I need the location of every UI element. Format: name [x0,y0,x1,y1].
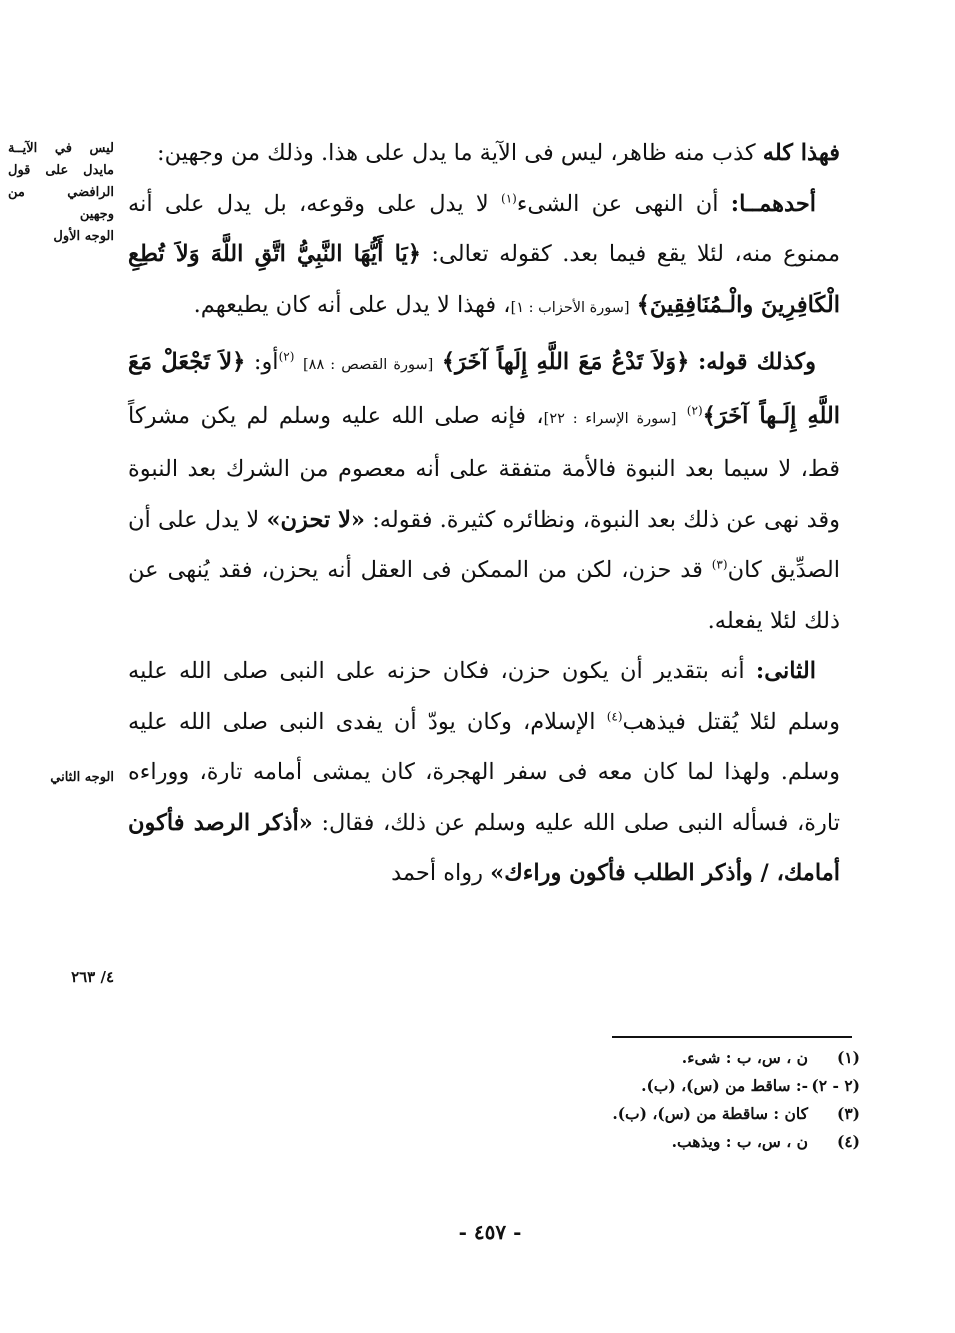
hadith-quote: «لا تحزن» [266,506,365,533]
surah-reference: [سورة الأحزاب : ١] [510,299,630,316]
paragraph-3-lead: وكذلك قوله: [697,349,817,375]
surah-reference: [سورة الإسراء : ٢٢] [543,410,677,427]
footnote-1: (١)ن ، س، ب : شىء. [681,1048,860,1067]
page-number: - ٤٥٧ - [458,1220,522,1244]
footnotes [470,1044,860,1156]
footnote-ref-4[interactable]: (٤) [606,709,623,723]
margin-note-volume-page: ٤/ ٢٦٣ [71,968,114,986]
main-text [128,128,840,899]
hadith-quote: «أذكر الرصد فأكون أمامك، / وأذكر الطلب فأكون وراءك» [128,809,840,886]
footnote-ref-2[interactable]: (٢) [278,349,295,364]
footnote-divider [612,1036,852,1038]
paragraph-2-lead: أحدهمــا: [730,190,816,217]
quran-quote: ﴿لاَ تَجْعَلْ مَعَ اللَّهِ إِلَـهاً آخَرَ﴾ [128,349,841,429]
margin-note-no-evidence: ليس في الآيــة مايدل على قول الرافضي من وجهين الوجه الأول [8,141,114,244]
paragraph-1: فهذا كله كذب منه ظاهر، ليس فى الآية ما يدل على هذا. وذلك من وجهين: [157,140,840,166]
footnote-4: (٤)ن ، س، ب : ويذهب. [671,1132,860,1151]
footnote-ref-1[interactable]: (١) [501,191,517,205]
paragraph-4: الثانى: أنه بتقدير أن يكون حزن، فكان حزنه على النبى صلى الله عليه وسلم لئلا يُقتل فيذهب$^{(٤)}$ الإسلام، وكان يودّ أن يفدى النبى صلى الله عليه وسلم. ولهذا لما كان معه فى سفر الهجرة، كان يمشى أمامه تارة، ووراءه تارة، فسأله النبى صلى الله عليه وسلم عن ذلك، فقال: «أذكر الرصد فأكون أمامك، / وأذكر الطلب فأكون وراءك» رواه أحمد [128,658,841,886]
margin-note-first-aspect: الوجه الأول [53,229,114,244]
footnote-3: (٣)كان : ساقطة من (س)، (ب). [612,1104,860,1123]
footnote-ref-2-end[interactable]: (٢) [686,403,703,417]
quran-quote: ﴿وَلاَ تَدْعُ مَعَ اللَّهِ إِلَهاً آخَرَ﴾ [441,349,690,375]
footnote-2: (٢ - ٢)-: ساقط من (س)، (ب). [641,1076,860,1095]
paragraph-1-lead: فهذا كله [762,140,840,166]
quran-quote: ﴿يَا أَيُّهَا النَّبِيُّ اتَّقِ اللَّهَ وَلاَ تُطِعِ الْكَافِرِينَ والْـمُنَافِقِينَ﴾ [128,241,840,318]
surah-reference: [سورة القصص : ٨٨] [302,357,434,373]
paragraph-3: وكذلك قوله: ﴿وَلاَ تَدْعُ مَعَ اللَّهِ إِلَهاً آخَرَ﴾ [سورة القصص : ٨٨] $^{(٢)}$أو: ﴿لاَ تَجْعَلْ مَعَ اللَّهِ إِلَـهاً آخَرَ﴾$^{(٢)}$ [سورة الإسراء : ٢٢]، فإنه صلى الله عليه وسلم لم يكن مشركاً قط، لا سيما بعد النبوة فالأمة متفقة على أنه معصوم من الشرك بعد النبوة وقد نهى عن ذلك بعد النبوة، ونظائره كثيرة. فقوله: «لا تحزن» لا يدل على أن الصدِّيق كان$^{(٣)}$ قد حزن، لكن من الممكن فى العقل أنه يحزن، فقد يُنهى عن ذلك لئلا يفعله. [128,349,841,634]
paragraph-2: أحدهمــا: أن النهى عن الشىء$^{(١)}$ لا يدل على وقوعه، بل يدل على أنه ممنوع منه، لئلا يقع فيما بعد. كقوله تعالى: ﴿يَا أَيُّهَا النَّبِيُّ اتَّقِ اللَّهَ وَلاَ تُطِعِ الْكَافِرِينَ والْـمُنَافِقِينَ﴾ [سورة الأحزاب : ١]، فهذا لا يدل على أنه كان يطيعهم. [128,190,841,318]
margin-note-second-aspect: الوجه الثاني [50,770,114,785]
paragraph-4-lead: الثانى: [755,658,816,684]
footnote-ref-3[interactable]: (٣) [711,557,728,572]
